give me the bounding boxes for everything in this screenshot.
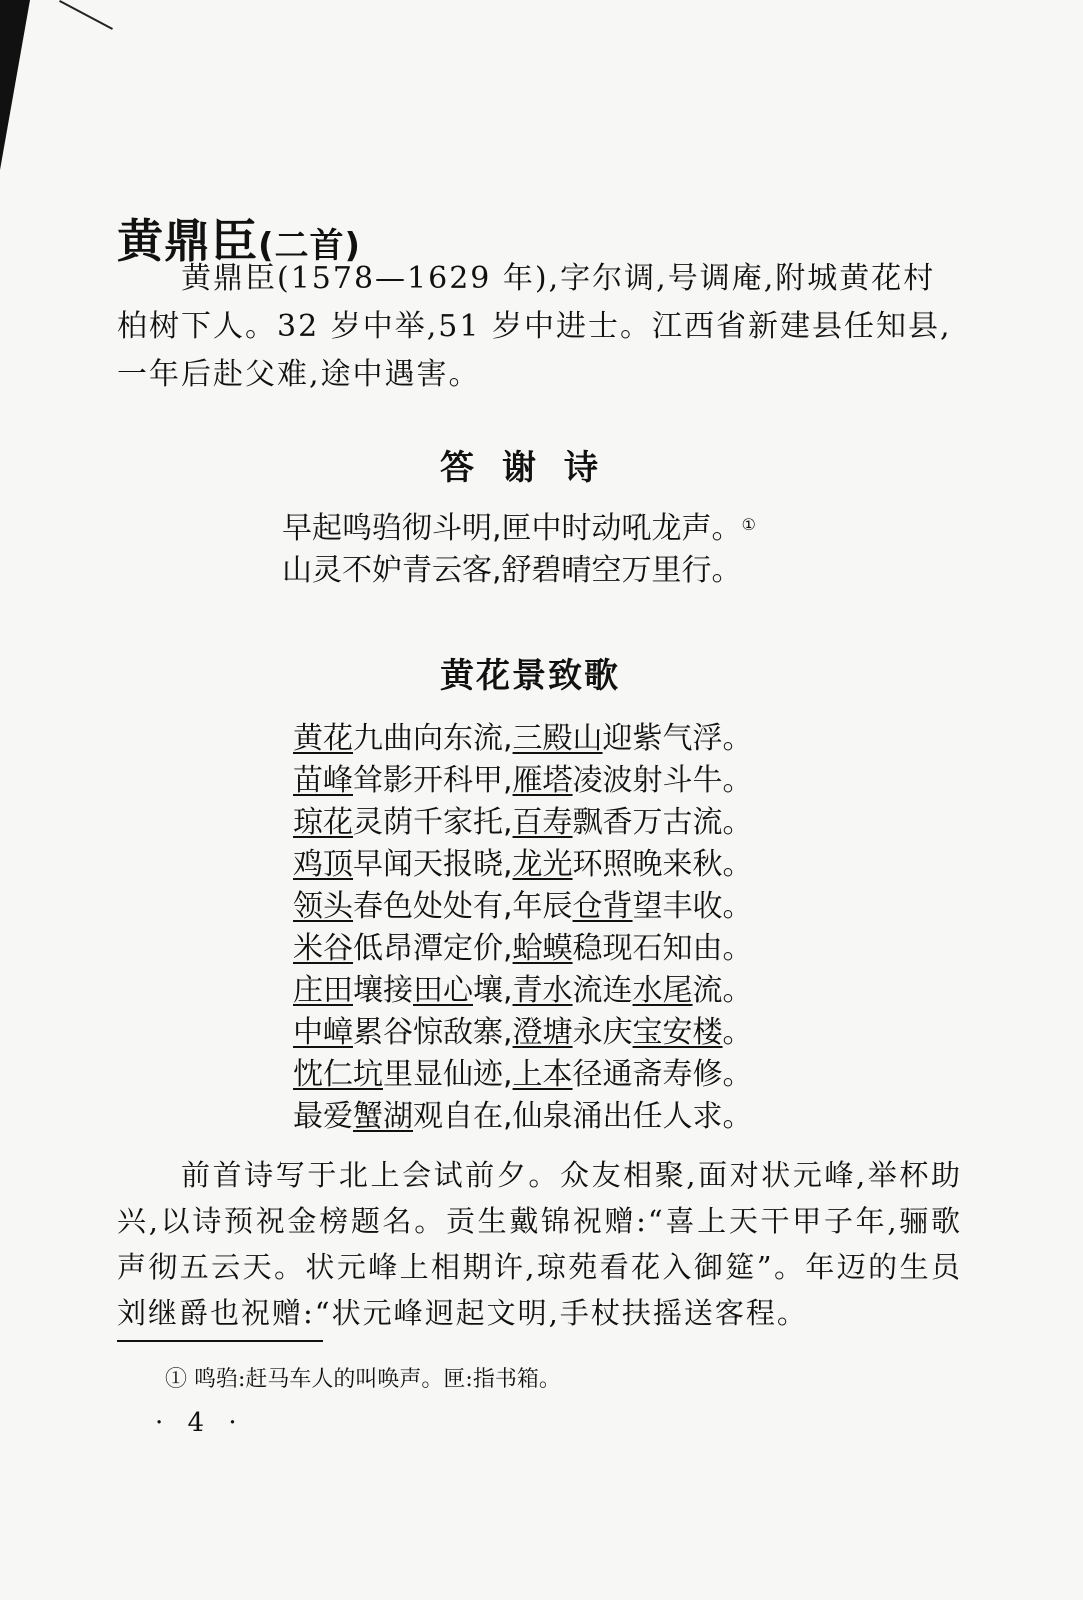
verse-text: 环照晚来秋。 <box>572 847 753 882</box>
author-name: 黄鼎臣 <box>117 214 258 268</box>
place-name: 青水 <box>512 973 573 1008</box>
verse-text: 低昂潭定价, <box>353 931 513 966</box>
poem2-body <box>293 718 753 1138</box>
place-name: 苗峰 <box>293 763 353 798</box>
poem1-title: 答谢诗 <box>440 448 626 488</box>
place-name: 忱仁坑 <box>293 1057 383 1092</box>
verse-text: 早闻天报晓, <box>353 847 513 882</box>
poem2-line <box>293 1012 753 1054</box>
poem2-line <box>293 970 753 1012</box>
footnote-text: ① 鸣驺:赶马车人的叫唤声。匣:指书箱。 <box>165 1367 561 1392</box>
place-name: 雁塔 <box>512 763 573 798</box>
verse-text: 灵荫千家托, <box>353 805 513 840</box>
page-number: · 4 · <box>155 1408 245 1438</box>
place-name: 庄田 <box>293 973 353 1008</box>
place-name: 黄花 <box>293 721 353 756</box>
scan-edge-shadow <box>0 0 30 170</box>
verse-text: 望丰收。 <box>632 889 753 924</box>
verse-text: 里显仙迹, <box>383 1057 513 1092</box>
place-name: 田心 <box>413 973 473 1008</box>
author-intro: 黄鼎臣(1578—1629 年),字尔调,号调庵,附城黄花村柏树下人。32 岁中举,51 岁中进士。江西省新建县任知县,一年后赴父难,途中遇害。 <box>117 261 952 392</box>
place-name: 仓背 <box>572 889 633 924</box>
place-name: 澄塘 <box>512 1015 573 1050</box>
place-name: 龙光 <box>512 847 573 882</box>
poem2-line <box>293 1054 753 1096</box>
verse-text: 。 <box>722 1015 753 1050</box>
place-name: 蛤蟆 <box>512 931 573 966</box>
place-name: 蟹湖 <box>353 1099 413 1134</box>
poem1-line: 早起鸣驺彻斗明,匣中时动吼龙声。① <box>282 511 756 546</box>
verse-text: 永庆 <box>572 1015 633 1050</box>
poem2-line <box>293 886 753 928</box>
verse-text: 径通斋寿修。 <box>572 1057 753 1092</box>
footnote-mark: ① <box>741 515 756 534</box>
verse-text: 累谷惊敌寨, <box>353 1015 513 1050</box>
verse-text: 壤, <box>473 973 513 1008</box>
poem2-line <box>293 718 753 760</box>
verse-text: 凌波射斗牛。 <box>572 763 753 798</box>
place-name: 百寿 <box>512 805 573 840</box>
verse-text: 壤接 <box>353 973 413 1008</box>
poem2-title: 黄花景致歌 <box>440 656 620 696</box>
verse-text: 观自在,仙泉涌出任人求。 <box>413 1099 753 1134</box>
place-name: 鸡顶 <box>293 847 353 882</box>
poem2-line <box>293 1096 753 1138</box>
poem1-line: 山灵不妒青云客,舒碧晴空万里行。 <box>282 553 742 588</box>
verse-text: 春色处处有,年辰 <box>353 889 573 924</box>
poem2-line <box>293 844 753 886</box>
footnote-rule <box>117 1340 323 1342</box>
commentary-paragraph: 前首诗写于北上会试前夕。众友相聚,面对状元峰,举杯助兴,以诗预祝金榜题名。贡生戴锦祝赠:“喜上天干甲子年,骊歌声彻五云天。状元峰上相期许,琼苑看花入御筵”。年迈的生员刘继爵也祝赠:“状元峰迥起文明,手杖扶摇送客程。 <box>117 1158 962 1330</box>
place-name: 宝安楼 <box>632 1015 723 1050</box>
verse-text: 飘香万古流。 <box>572 805 753 840</box>
place-name: 三殿山 <box>512 721 603 756</box>
poem2-line <box>293 760 753 802</box>
place-name: 米谷 <box>293 931 353 966</box>
verse-text: 最爱 <box>293 1099 353 1134</box>
poem-count: (二首) <box>258 226 362 266</box>
scan-corner-mark <box>59 0 113 30</box>
place-name: 琼花 <box>293 805 353 840</box>
place-name: 中嶂 <box>293 1015 353 1050</box>
place-name: 领头 <box>293 889 353 924</box>
poem1-body <box>282 508 756 592</box>
place-name: 上本 <box>512 1057 573 1092</box>
verse-text: 迎紫气浮。 <box>602 721 753 756</box>
place-name: 水尾 <box>632 973 693 1008</box>
verse-text: 九曲向东流, <box>353 721 513 756</box>
verse-text: 流。 <box>692 973 753 1008</box>
poem2-line <box>293 928 753 970</box>
verse-text: 稳现石知由。 <box>572 931 753 966</box>
poem2-line <box>293 802 753 844</box>
verse-text: 耸影开科甲, <box>353 763 513 798</box>
verse-text: 流连 <box>572 973 633 1008</box>
